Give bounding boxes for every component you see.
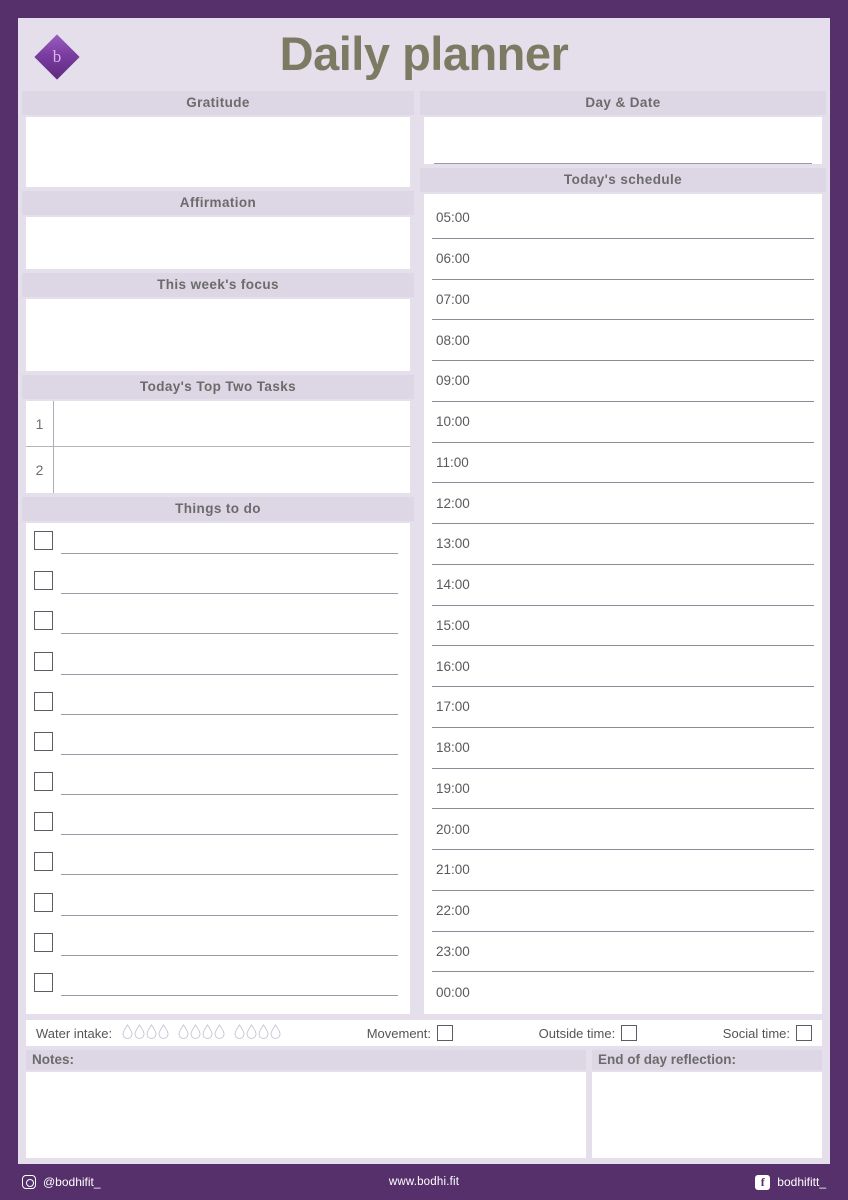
outside-time-label: Outside time:: [538, 1025, 616, 1041]
schedule-row[interactable]: [432, 198, 814, 239]
week-focus-label: This week's focus: [22, 273, 414, 297]
list-item[interactable]: [34, 931, 398, 970]
page-title: Daily planner: [279, 27, 569, 80]
todo-checkbox[interactable]: [34, 611, 53, 630]
schedule-time-label: 20:00: [436, 821, 470, 837]
water-drop-icon[interactable]: [258, 1024, 269, 1042]
schedule-row[interactable]: [432, 402, 814, 443]
planner-page: [18, 18, 830, 1164]
schedule-row[interactable]: [432, 932, 814, 973]
schedule-time-label: 11:00: [436, 454, 469, 470]
water-drop-icon[interactable]: [178, 1024, 189, 1042]
schedule-row[interactable]: [432, 972, 814, 1012]
social-time-group: [723, 1025, 812, 1041]
list-item[interactable]: [34, 609, 398, 648]
todo-checkbox[interactable]: [34, 772, 53, 791]
schedule-time-label: 15:00: [436, 617, 470, 633]
table-row[interactable]: [26, 447, 410, 493]
schedule-row[interactable]: [432, 239, 814, 280]
list-item[interactable]: [34, 971, 398, 1010]
affirmation-label: Affirmation: [22, 191, 414, 215]
page-header: [18, 18, 830, 91]
water-drop-icon[interactable]: [234, 1024, 245, 1042]
todo-input-line[interactable]: [61, 891, 398, 916]
schedule-row[interactable]: [432, 891, 814, 932]
task-input[interactable]: [54, 401, 410, 446]
todo-input-line[interactable]: [61, 569, 398, 594]
list-item[interactable]: [34, 850, 398, 889]
schedule-row[interactable]: [432, 443, 814, 484]
instagram-icon: [22, 1175, 36, 1189]
todo-input-line[interactable]: [61, 810, 398, 835]
schedule-row[interactable]: [432, 280, 814, 321]
schedule-time-label: 22:00: [436, 903, 470, 919]
schedule-row[interactable]: [432, 850, 814, 891]
things-to-do-list: [26, 523, 410, 1014]
schedule-time-label: 10:00: [436, 414, 470, 430]
list-item[interactable]: [34, 529, 398, 568]
schedule-list: [424, 194, 822, 1014]
list-item[interactable]: [34, 730, 398, 769]
things-to-do-label: Things to do: [22, 497, 414, 521]
todo-input-line[interactable]: [61, 770, 398, 795]
notes-column: [26, 1050, 586, 1158]
website-url[interactable]: www.bodhi.fit: [388, 1176, 460, 1188]
schedule-row[interactable]: [432, 687, 814, 728]
todo-input-line[interactable]: [61, 650, 398, 675]
schedule-time-label: 13:00: [436, 536, 470, 552]
outside-time-checkbox[interactable]: [621, 1025, 637, 1041]
water-drop-icon[interactable]: [158, 1024, 169, 1042]
planner-columns: [18, 91, 830, 1018]
movement-label: Movement:: [366, 1025, 432, 1041]
todo-checkbox[interactable]: [34, 812, 53, 831]
task-number: 1: [26, 401, 54, 446]
instagram-group[interactable]: [22, 1175, 242, 1189]
schedule-time-label: 00:00: [436, 984, 470, 1000]
todo-input-line[interactable]: [61, 850, 398, 875]
schedule-row[interactable]: [432, 320, 814, 361]
todo-input-line[interactable]: [61, 730, 398, 755]
water-drop-icon[interactable]: [270, 1024, 281, 1042]
schedule-row[interactable]: [432, 769, 814, 810]
top-tasks-table: [26, 401, 410, 493]
reflection-field[interactable]: [592, 1072, 822, 1158]
water-drop-icon[interactable]: [214, 1024, 225, 1042]
water-drop-icon[interactable]: [202, 1024, 213, 1042]
logo-letter: b: [52, 47, 62, 66]
list-item[interactable]: [34, 569, 398, 608]
water-intake-label: Water intake:: [36, 1025, 113, 1041]
todo-input-line[interactable]: [61, 931, 398, 956]
list-item[interactable]: [34, 650, 398, 689]
table-row[interactable]: [26, 401, 410, 447]
todo-checkbox[interactable]: [34, 692, 53, 711]
todo-checkbox[interactable]: [34, 893, 53, 912]
facebook-handle: bodhifitt_: [777, 1175, 826, 1189]
todo-checkbox[interactable]: [34, 531, 53, 550]
water-drop-icon[interactable]: [246, 1024, 257, 1042]
outside-time-group: [539, 1025, 638, 1041]
schedule-row[interactable]: [432, 728, 814, 769]
todo-input-line[interactable]: [61, 690, 398, 715]
top-tasks-label: Today's Top Two Tasks: [22, 375, 414, 399]
schedule-time-label: 17:00: [436, 699, 470, 715]
schedule-label: Today's schedule: [420, 168, 826, 192]
list-item[interactable]: [34, 770, 398, 809]
day-date-input-line[interactable]: [434, 131, 812, 164]
left-column: [22, 91, 414, 1018]
notes-label: Notes:: [26, 1050, 586, 1070]
water-drop-group[interactable]: [122, 1024, 169, 1042]
todo-checkbox[interactable]: [34, 652, 53, 671]
water-drop-icon[interactable]: [190, 1024, 201, 1042]
list-item[interactable]: [34, 891, 398, 930]
gratitude-field[interactable]: [26, 117, 410, 187]
schedule-time-label: 06:00: [436, 251, 470, 267]
schedule-row[interactable]: [432, 361, 814, 402]
day-date-label: Day & Date: [420, 91, 826, 115]
notes-field[interactable]: [26, 1072, 586, 1158]
list-item[interactable]: [34, 810, 398, 849]
instagram-handle: @bodhifit_: [43, 1175, 101, 1189]
schedule-time-label: 08:00: [436, 332, 470, 348]
todo-input-line[interactable]: [61, 609, 398, 634]
water-drop-icon[interactable]: [122, 1024, 133, 1042]
task-input[interactable]: [54, 447, 410, 493]
movement-group: [367, 1025, 453, 1041]
week-focus-field[interactable]: [26, 299, 410, 371]
water-intake-group: [36, 1024, 281, 1042]
habits-bar: [26, 1020, 822, 1046]
social-time-label: Social time:: [722, 1025, 790, 1041]
list-item[interactable]: [34, 690, 398, 729]
reflection-label: End of day reflection:: [592, 1050, 822, 1070]
todo-input-line[interactable]: [61, 529, 398, 554]
gratitude-label: Gratitude: [22, 91, 414, 115]
schedule-row[interactable]: [432, 483, 814, 524]
water-drop-icon[interactable]: [134, 1024, 145, 1042]
schedule-time-label: 21:00: [436, 862, 470, 878]
schedule-time-label: 18:00: [436, 740, 470, 756]
facebook-icon: f: [755, 1175, 770, 1190]
right-column: [420, 91, 826, 1018]
notes-area: [18, 1046, 830, 1164]
page-footer: [0, 1164, 848, 1200]
schedule-row[interactable]: [432, 646, 814, 687]
water-drop-icons[interactable]: [122, 1024, 281, 1042]
reflection-column: [592, 1050, 822, 1158]
todo-checkbox[interactable]: [34, 852, 53, 871]
schedule-time-label: 14:00: [436, 577, 470, 593]
task-number: 2: [26, 447, 54, 493]
todo-input-line[interactable]: [61, 971, 398, 996]
schedule-row[interactable]: [432, 809, 814, 850]
social-time-checkbox[interactable]: [796, 1025, 812, 1041]
water-drop-group[interactable]: [178, 1024, 225, 1042]
todo-checkbox[interactable]: [34, 933, 53, 952]
schedule-time-label: 07:00: [436, 291, 470, 307]
schedule-time-label: 05:00: [436, 210, 470, 226]
schedule-time-label: 12:00: [436, 495, 470, 511]
todo-checkbox[interactable]: [34, 571, 53, 590]
schedule-time-label: 23:00: [436, 943, 470, 959]
affirmation-field[interactable]: [26, 217, 410, 269]
todo-checkbox[interactable]: [34, 973, 53, 992]
schedule-time-label: 19:00: [436, 780, 470, 796]
day-date-field[interactable]: [424, 117, 822, 164]
schedule-row[interactable]: [432, 524, 814, 565]
water-drop-icon[interactable]: [146, 1024, 157, 1042]
schedule-row[interactable]: [432, 606, 814, 647]
movement-checkbox[interactable]: [437, 1025, 453, 1041]
schedule-time-label: 09:00: [436, 373, 470, 389]
facebook-group[interactable]: [606, 1175, 826, 1190]
water-drop-group[interactable]: [234, 1024, 281, 1042]
schedule-time-label: 16:00: [436, 658, 470, 674]
schedule-row[interactable]: [432, 565, 814, 606]
todo-checkbox[interactable]: [34, 732, 53, 751]
